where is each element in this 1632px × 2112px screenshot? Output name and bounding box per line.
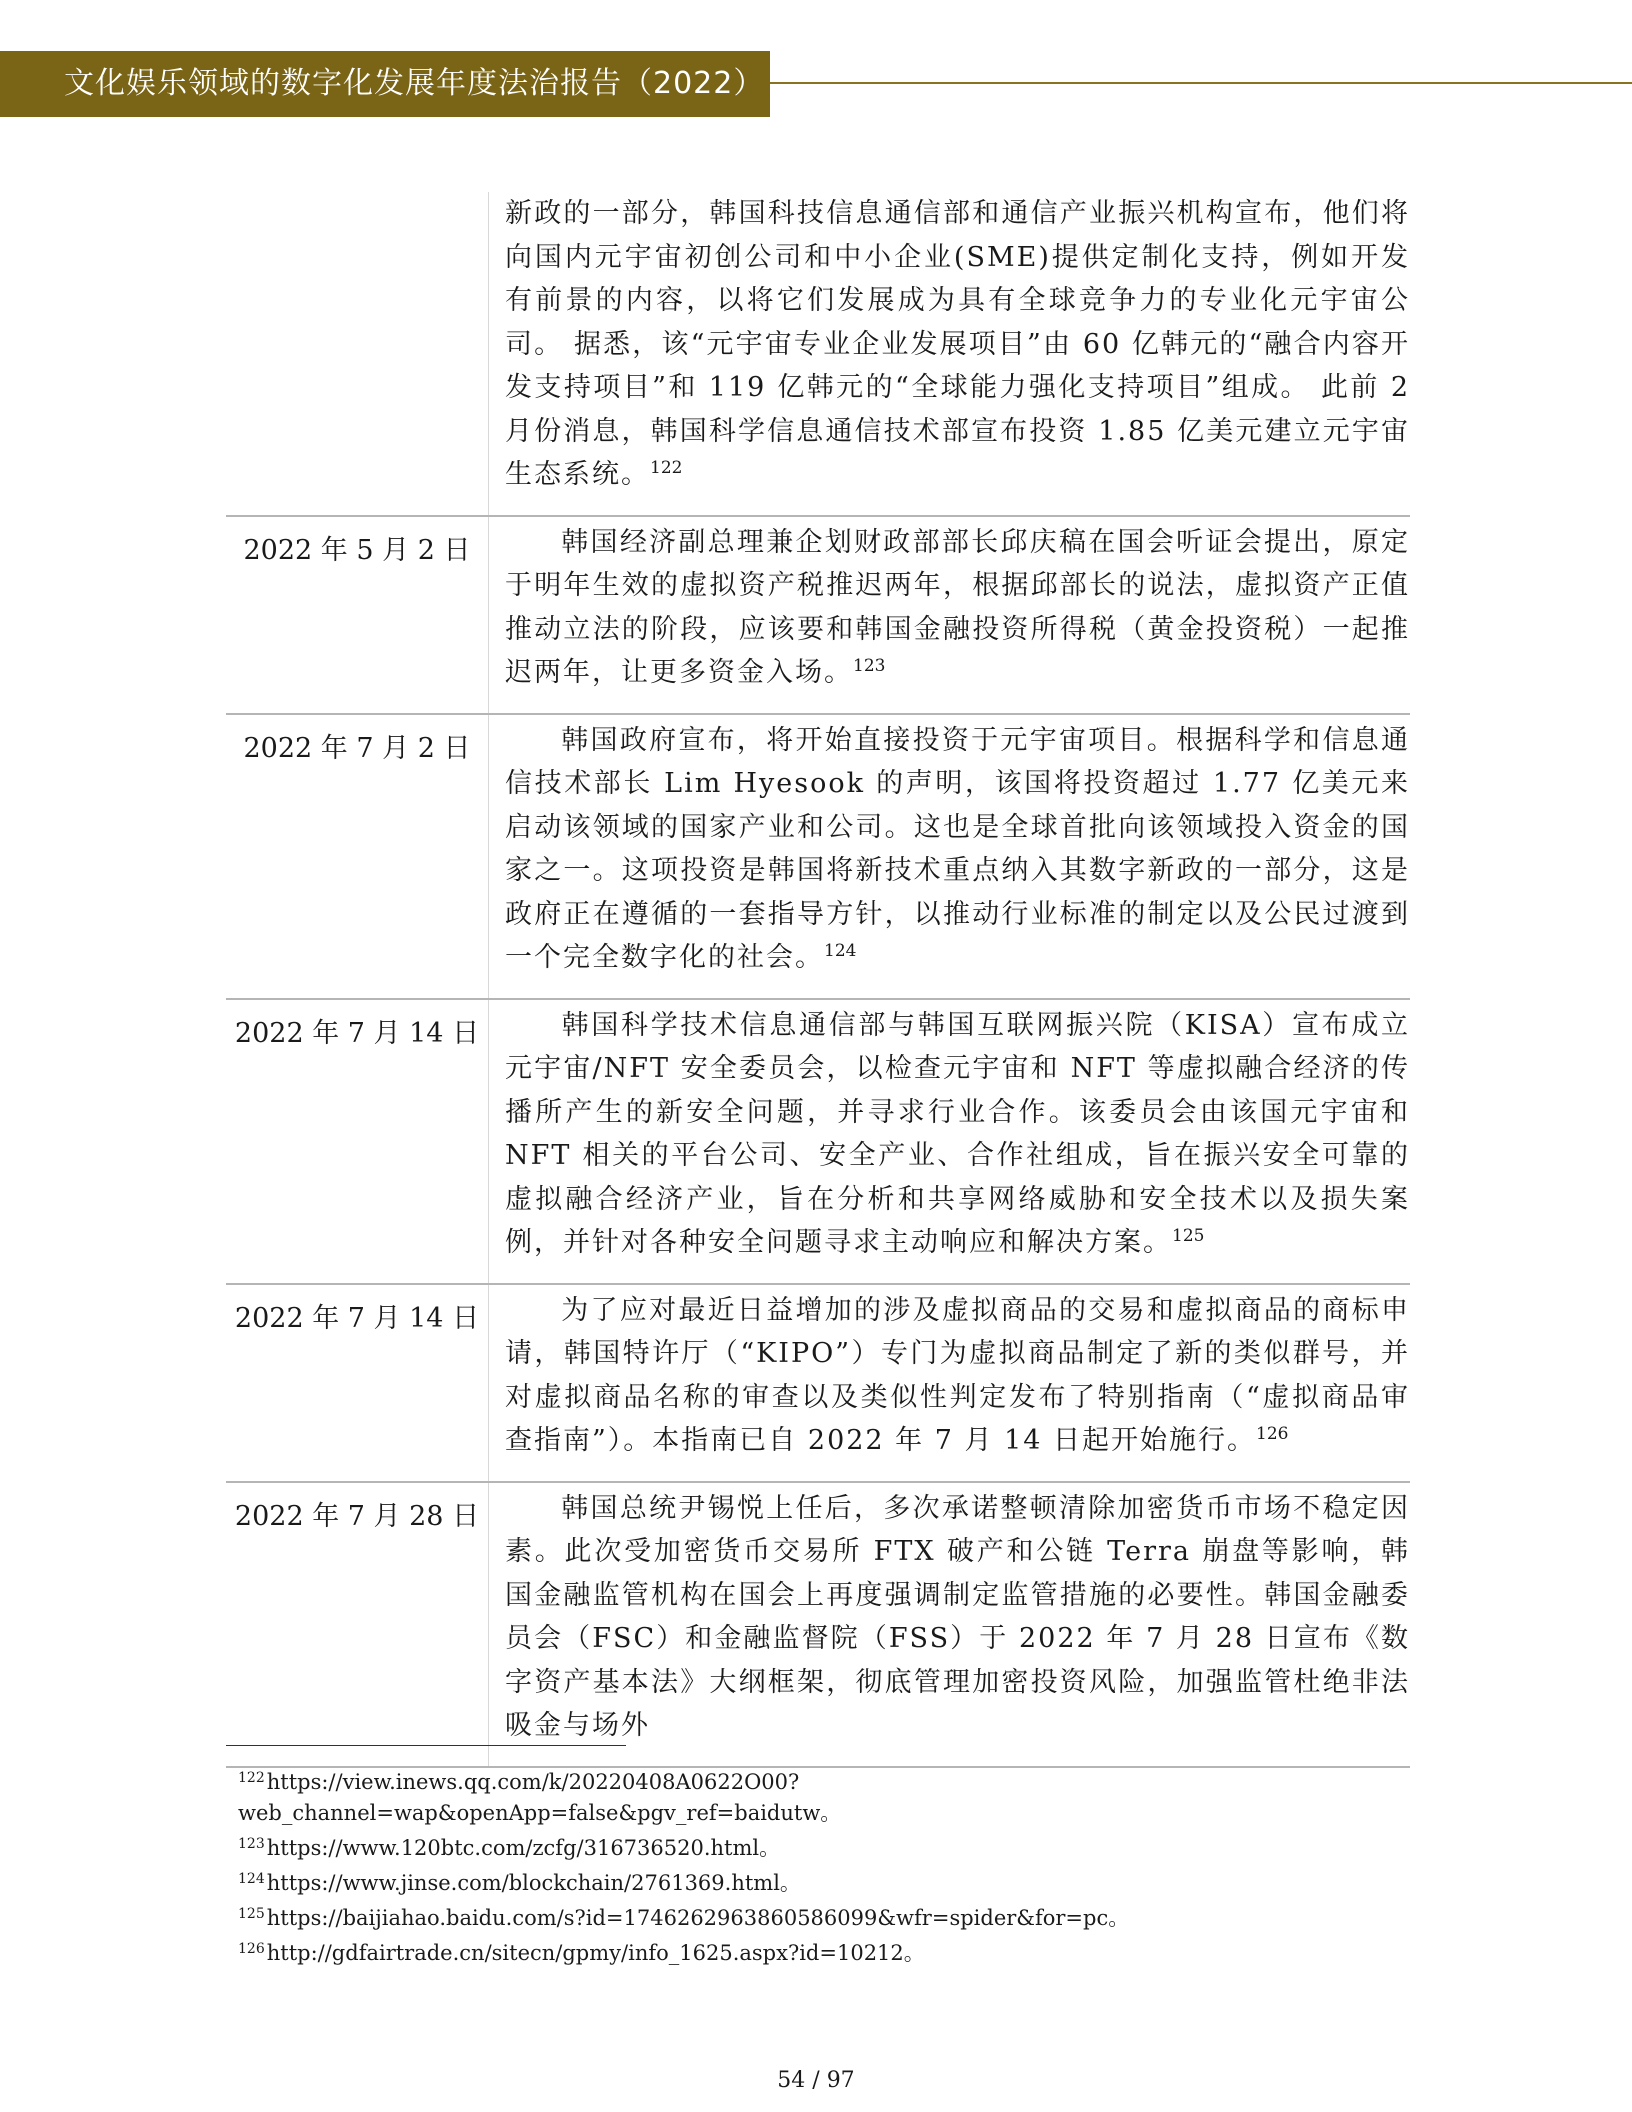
event-text: 为了应对最近日益增加的涉及虚拟商品的交易和虚拟商品的商标申请，韩国特许厅（“KIPO”）专门为虚拟商品制定了新的类似群号，并对虚拟商品名称的审查以及类似性判定发布了特别指南（“虚拟商品审查指南”）。本指南已自 2022 年 7 月 14 日起开始施行。 [505,1294,1410,1456]
report-title: 文化娱乐领域的数字化发展年度法治报告（2022） [64,66,765,101]
timeline-row [226,713,1410,998]
timeline-row [226,192,1410,515]
event-text: 韩国总统尹锡悦上任后，多次承诺整顿清除加密货币市场不稳定因素。此次受加密货币交易所 FTX 破产和公链 Terra 崩盘等影响，韩国金融监管机构在国会上再度强调制定监管措施的必要性。韩国金融委员会（FSC）和金融监督院（FSS）于 2022 年 7 月 28 日宣布《数字资产基本法》大纲框架，彻底管理加密投资风险，加强监管杜绝非法吸金与场外 [505,1492,1410,1741]
event-text: 韩国经济副总理兼企划财政部部长邱庆稿在国会听证会提出，原定于明年生效的虚拟资产税推迟两年，根据邱部长的说法，虚拟资产正值推动立法的阶段，应该要和韩国金融投资所得税（黄金投资税）一起推迟两年，让更多资金入场。 [505,526,1410,688]
event-date: 2022 年 7 月 14 日 [234,1302,480,1334]
footnote-link[interactable]: http://gdfairtrade.cn/sitecn/gpmy/info_1625.aspx?id=10212。 [266,1941,925,1965]
footnote-item [238,1763,1388,1829]
footnote-divider [226,1745,626,1746]
event-description [488,713,1410,998]
footnote-ref[interactable]: 122 [650,458,683,478]
timeline-row [226,1283,1410,1481]
footnote-link[interactable]: https://www.jinse.com/blockchain/2761369.html。 [266,1871,801,1895]
footnote-number: 124 [238,1871,265,1887]
event-text: 新政的一部分，韩国科技信息通信部和通信产业振兴机构宣布，他们将向国内元宇宙初创公司和中小企业(SME)提供定制化支持，例如开发有前景的内容，以将它们发展成为具有全球竞争力的专业化元宇宙公司。 据悉，该“元宇宙专业企业发展项目”由 60 亿韩元的“融合内容开发支持项目”和 119 亿韩元的“全球能力强化支持项目”组成。 此前 2 月份消息，韩国科学信息通信技术部宣布投资 1.85 亿美元建立元宇宙生态系统。 [505,198,1410,490]
footnote-ref[interactable]: 126 [1256,1424,1289,1444]
event-text: 韩国政府宣布，将开始直接投资于元宇宙项目。根据科学和信息通信技术部长 Lim Hyesook 的声明，该国将投资超过 1.77 亿美元来启动该领域的国家产业和公司。这也是全球首批向该领域投入资金的国家之一。这项投资是韩国将新技术重点纳入其数字新政的一部分，这是政府正在遵循的一套指导方针，以推动行业标准的制定以及公民过渡到一个完全数字化的社会。 [505,724,1410,973]
timeline-row [226,1481,1410,1766]
footnote-number: 123 [238,1836,265,1852]
event-date [226,192,488,515]
event-date: 2022 年 7 月 28 日 [234,1500,480,1532]
footnote-item [238,1829,1388,1864]
footnote-ref[interactable]: 124 [824,941,857,961]
header-rule [770,82,1632,84]
header-title-band [0,51,770,117]
event-description [488,1283,1410,1481]
event-description [488,515,1410,713]
event-timeline-table [226,192,1410,1768]
event-date: 2022 年 7 月 2 日 [243,732,471,764]
footnote-link[interactable]: https://www.120btc.com/zcfg/316736520.html。 [266,1836,781,1860]
event-description [488,1481,1410,1766]
footnote-number: 122 [238,1770,265,1786]
footnote-item [238,1899,1388,1934]
footnote-link[interactable]: https://baijiahao.baidu.com/s?id=1746262963860586099&wfr=spider&for=pc。 [266,1906,1130,1930]
footnote-item [238,1864,1388,1899]
event-date: 2022 年 7 月 14 日 [234,1017,480,1049]
footnotes [238,1763,1388,1969]
event-description [488,192,1410,515]
timeline-row [226,515,1410,713]
footnote-link[interactable]: https://view.inews.qq.com/k/20220408A0622O00?web_channel=wap&openApp=false&pgv_ref=baidutw。 [238,1770,842,1825]
page-number: 54 / 97 [777,2068,855,2093]
footnote-ref[interactable]: 125 [1172,1226,1205,1246]
event-text: 韩国科学技术信息通信部与韩国互联网振兴院（KISA）宣布成立元宇宙/NFT 安全委员会，以检查元宇宙和 NFT 等虚拟融合经济的传播所产生的新安全问题，并寻求行业合作。该委员会由该国元宇宙和 NFT 相关的平台公司、安全产业、合作社组成，旨在振兴安全可靠的虚拟融合经济产业，旨在分析和共享网络威胁和安全技术以及损失案例，并针对各种安全问题寻求主动响应和解决方案。 [505,1009,1410,1258]
event-description [488,998,1410,1283]
timeline-row [226,998,1410,1283]
event-date: 2022 年 5 月 2 日 [243,534,471,566]
footnote-number: 126 [238,1941,265,1957]
footnote-ref[interactable]: 123 [853,656,886,676]
footnote-number: 125 [238,1906,265,1922]
footnote-item [238,1934,1388,1969]
